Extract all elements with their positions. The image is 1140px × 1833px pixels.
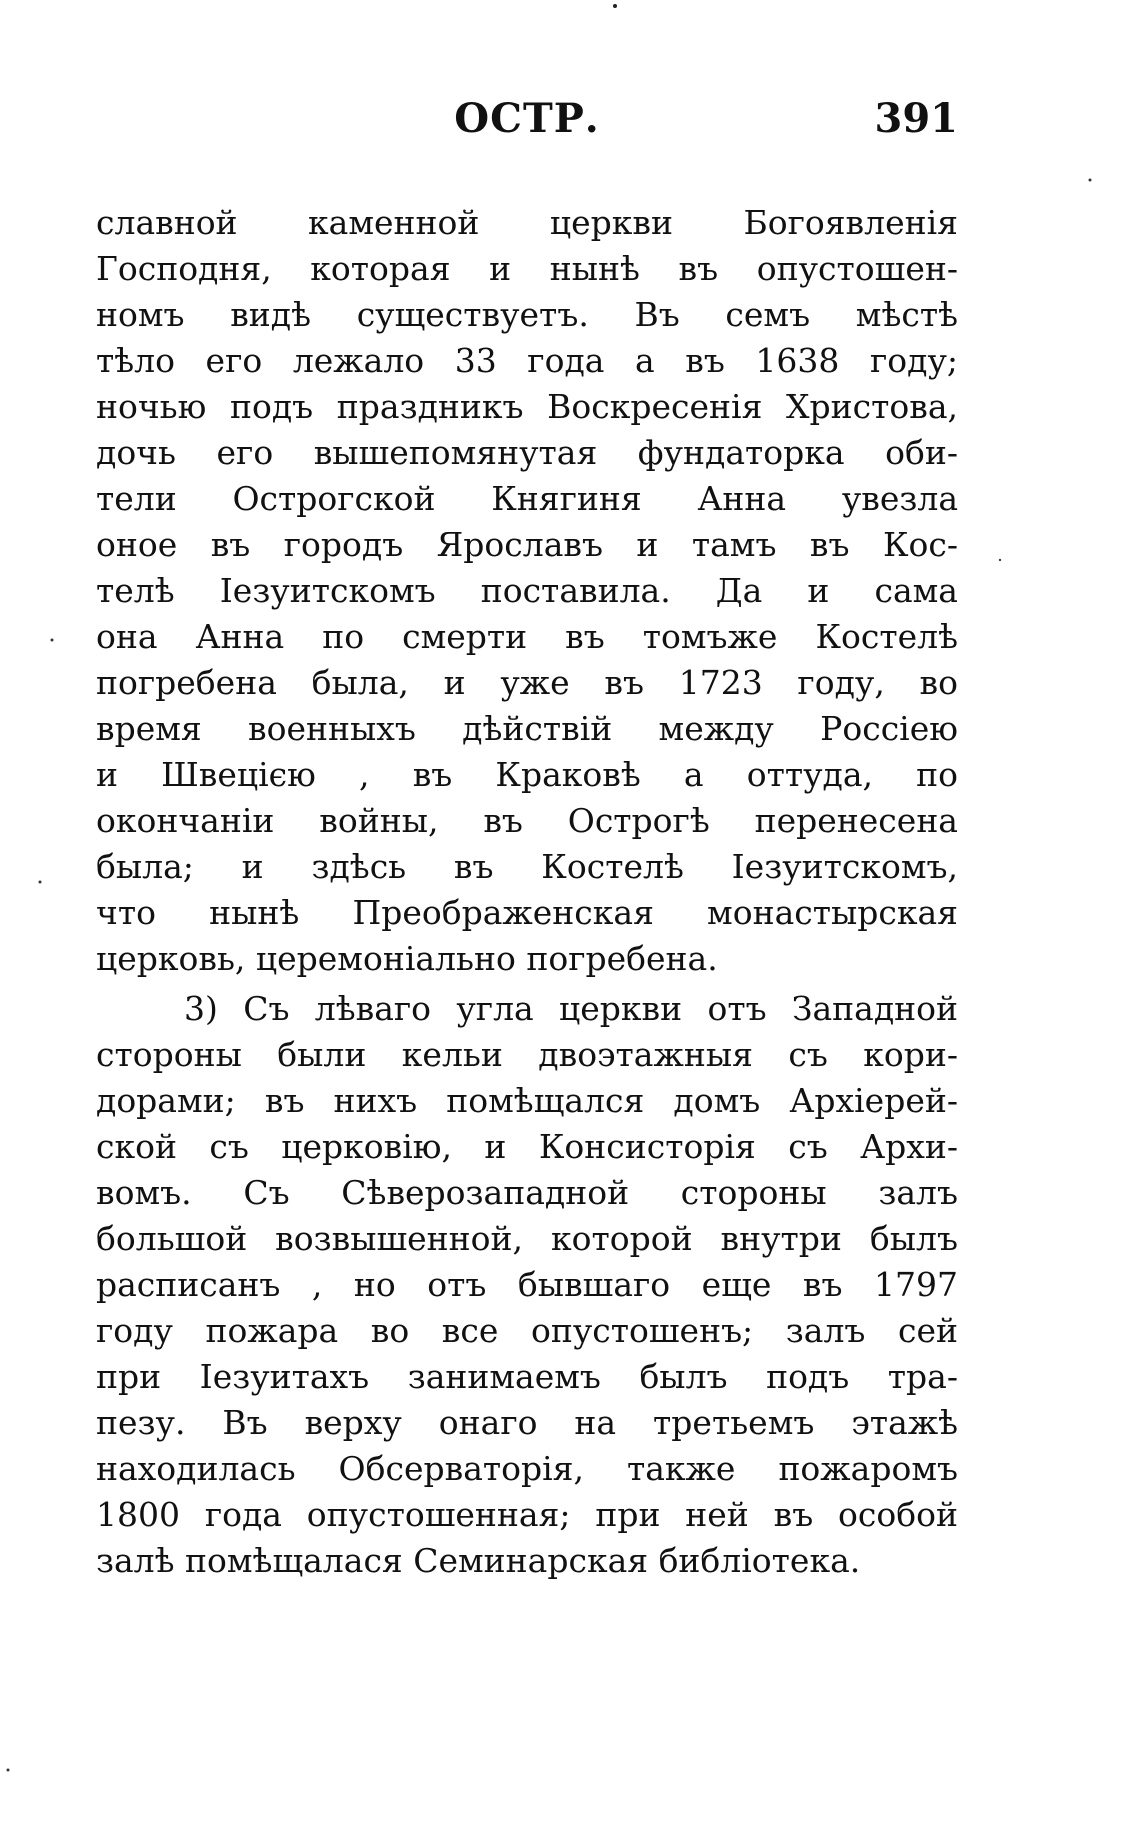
text-line: погребена была, и уже въ 1723 году, во <box>96 663 958 702</box>
text-line: тѣло его лежало 33 года а въ 1638 году; <box>96 341 958 380</box>
text-line: залѣ помѣщалася Семинарская библіотека. <box>96 1541 861 1580</box>
text-line: большой возвышенной, которой внутри былъ <box>96 1219 958 1258</box>
text-line: ночью подъ праздникъ Воскресенія Христова, <box>96 387 958 426</box>
page-number: 391 <box>874 95 958 142</box>
page-header <box>96 95 958 155</box>
text-line: расписанъ , но отъ бывшаго еще въ 1797 <box>96 1265 958 1304</box>
text-line: стороны были кельи двоэтажныя съ кори- <box>96 1035 958 1074</box>
text-line: телѣ Іезуитскомъ поставила. Да и сама <box>96 571 958 610</box>
text-line: была; и здѣсь въ Костелѣ Іезуитскомъ, <box>96 847 958 886</box>
text-line: она Анна по смерти въ томъже Костелѣ <box>96 617 958 656</box>
body-text <box>96 200 958 1584</box>
text-line: окончаніи войны, въ Острогѣ перенесена <box>96 801 958 840</box>
text-line: номъ видѣ существуетъ. Въ семъ мѣстѣ <box>96 295 958 334</box>
text-line: вомъ. Съ Сѣверозападной стороны залъ <box>96 1173 958 1212</box>
text-line: 1800 года опустошенная; при ней въ особой <box>96 1495 958 1534</box>
paragraph-2 <box>96 986 958 1584</box>
text-line: тели Острогской Княгиня Анна увезла <box>96 479 958 518</box>
text-line: что нынѣ Преображенская монастырская <box>96 893 958 932</box>
text-line: дорами; въ нихъ помѣщался домъ Архіерей- <box>96 1081 958 1120</box>
running-head: ОСТР. <box>454 95 600 142</box>
text-line: при Іезуитахъ занимаемъ былъ подъ тра- <box>96 1357 958 1396</box>
text-line: году пожара во все опустошенъ; залъ сей <box>96 1311 958 1350</box>
text-line: церковь, церемоніально погребена. <box>96 939 718 978</box>
paragraph-1 <box>96 200 958 982</box>
text-line: пезу. Въ верху онаго на третьемъ этажѣ <box>96 1403 958 1442</box>
text-line: находилась Обсерваторія, также пожаромъ <box>96 1449 958 1488</box>
text-line: оное въ городъ Ярославъ и тамъ въ Кос- <box>96 525 958 564</box>
text-line: 3) Съ лѣваго угла церкви отъ Западной <box>184 989 958 1028</box>
text-line: и Швецією , въ Краковѣ а оттуда, по <box>96 755 958 794</box>
text-line: Господня, которая и нынѣ въ опустошен- <box>96 249 958 288</box>
text-line: ской съ церковію, и Консисторія съ Архи- <box>96 1127 958 1166</box>
text-line: время военныхъ дѣйствій между Россіею <box>96 709 958 748</box>
text-line: славной каменной церкви Богоявленія <box>96 203 958 242</box>
text-line: дочь его вышепомянутая фундаторка оби- <box>96 433 958 472</box>
